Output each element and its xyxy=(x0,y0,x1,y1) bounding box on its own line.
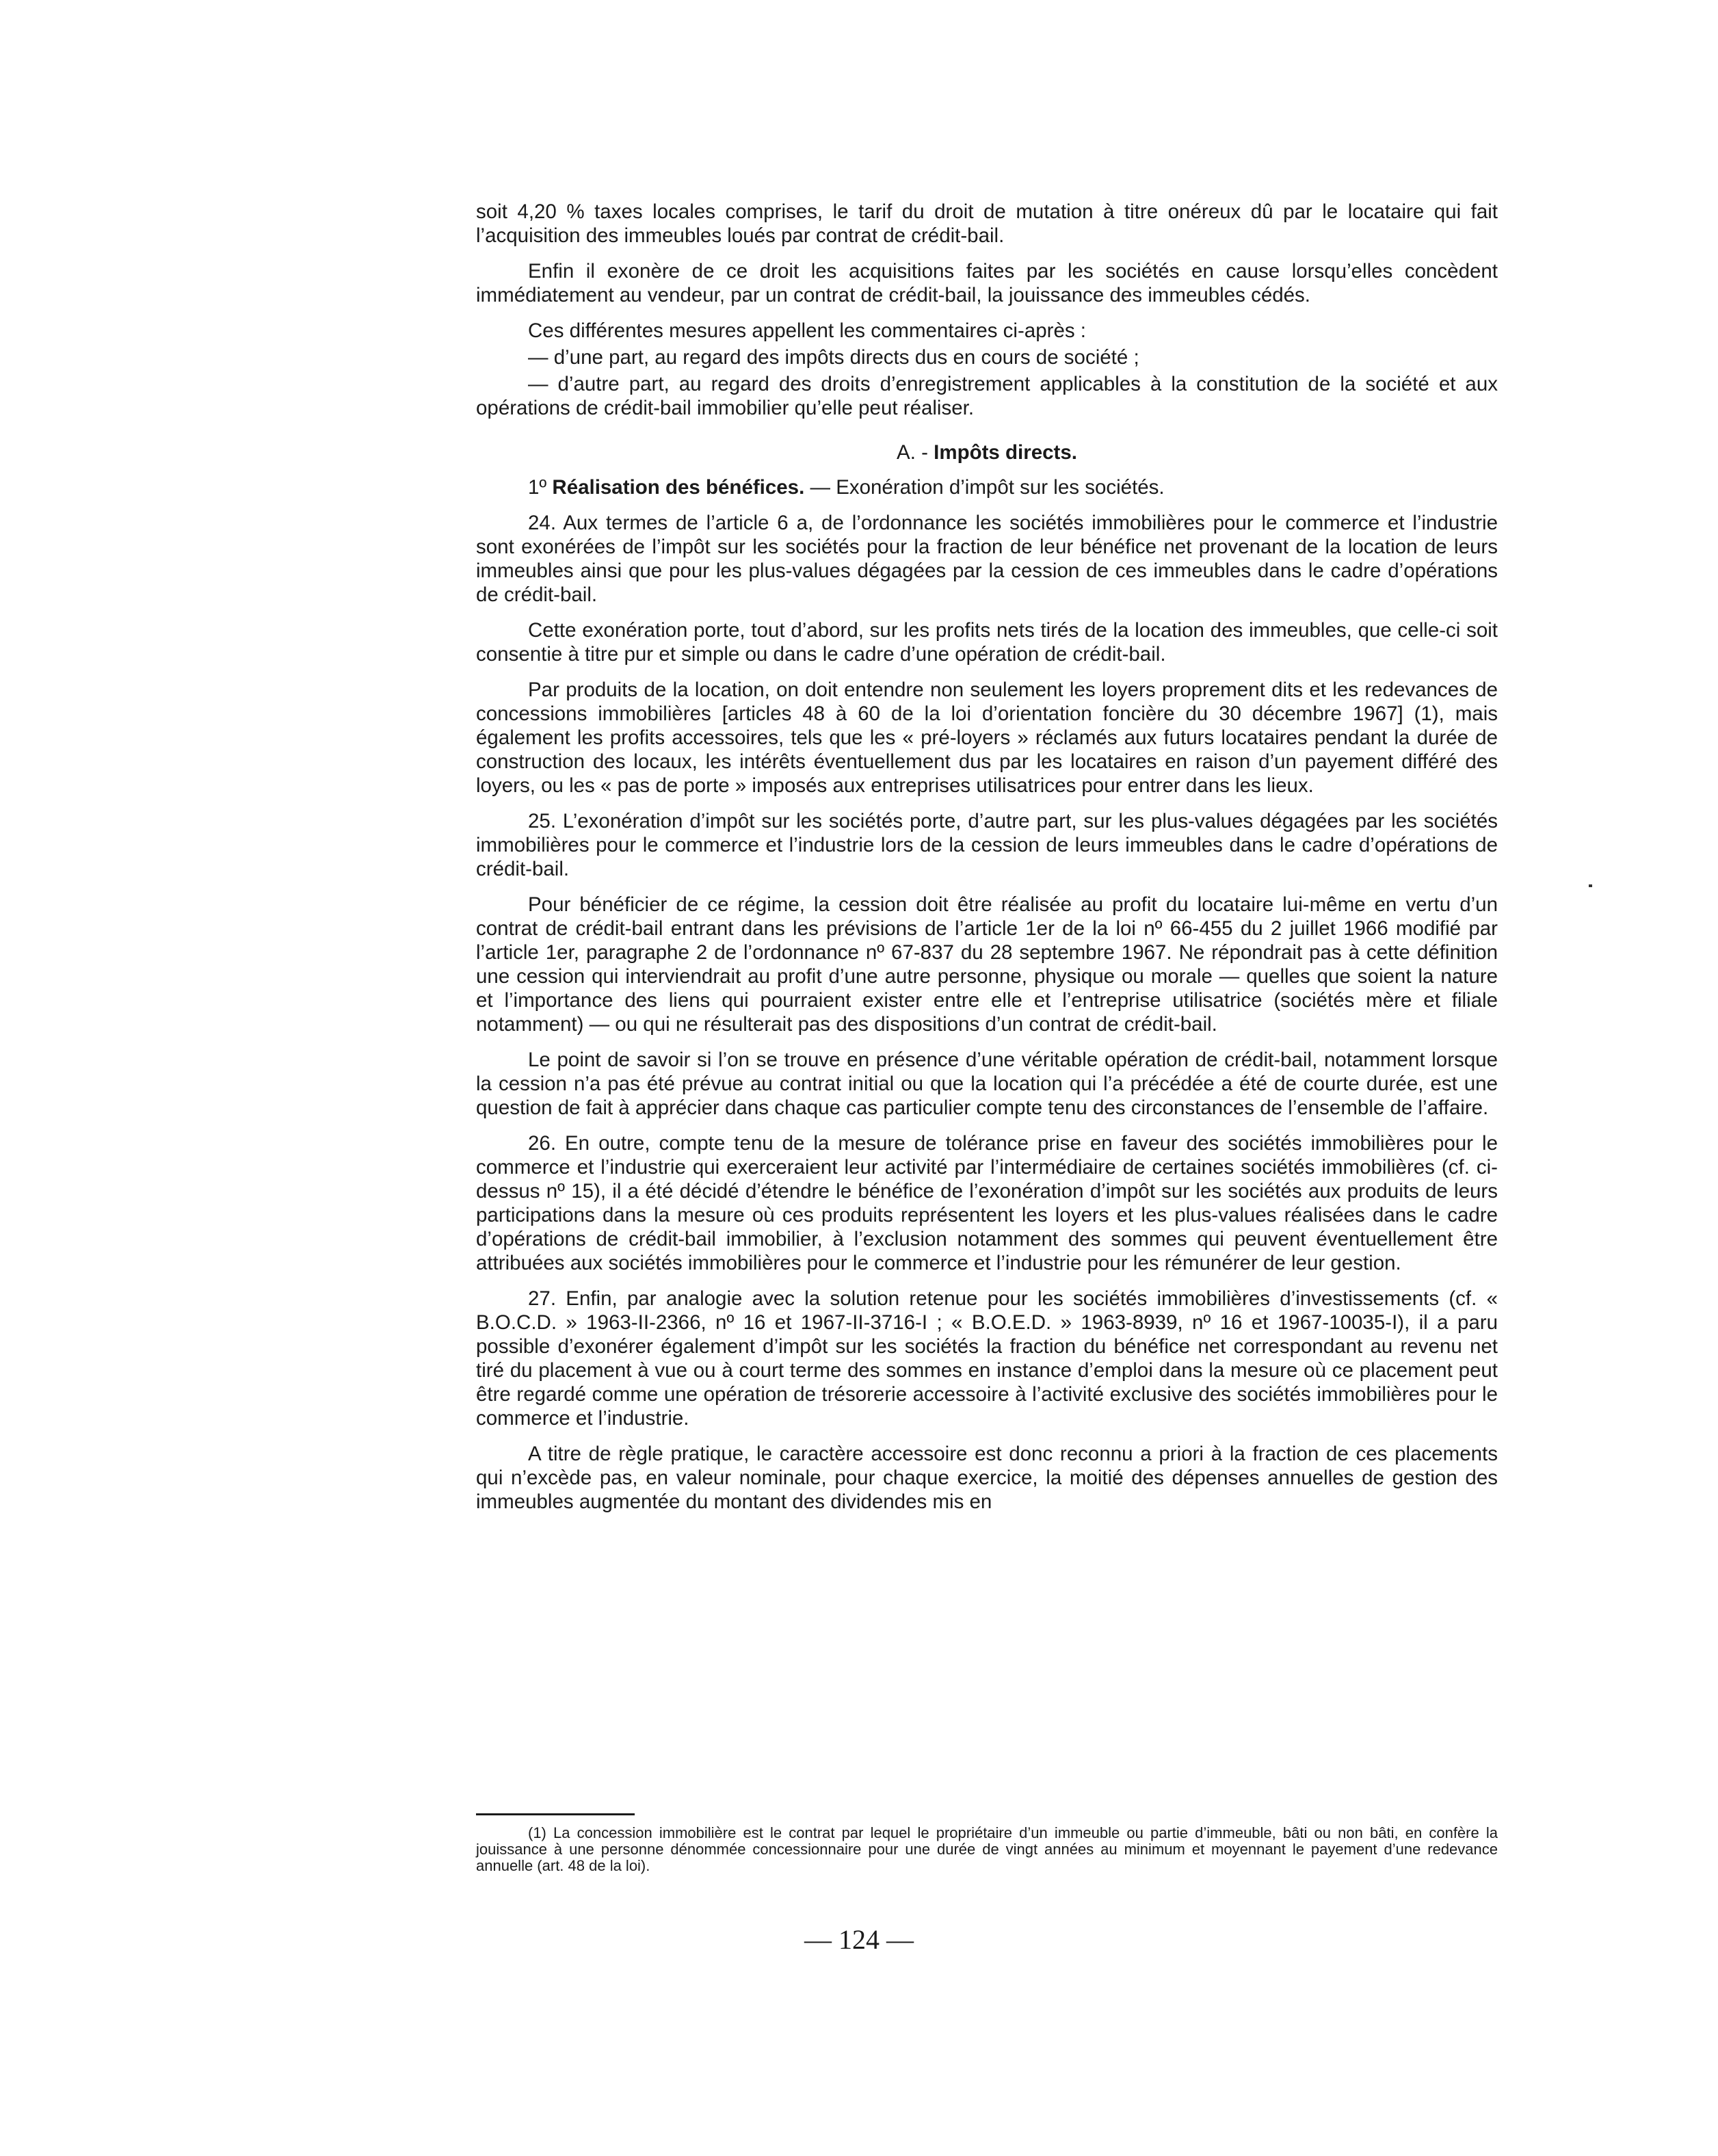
paragraph-25-conditions: Pour bénéficier de ce régime, la cession doit être réalisée au profit du locataire lui-même en vertu d’un contrat de crédit-bail entrant dans les prévisions de l’article 1er de la loi nº 66-455 du 2 juillet 1966 modifié par l’article 1er, paragraphe 2 de l’ordonnance nº 67-837 du 28 septembre 1967. Ne répondrait pas à cette définition une cession qui interviendrait au profit d’une autre personne, physique ou morale — quelles que soient la nature et l’importance des liens qui pourraient exister entre elle et l’entreprise utilisatrice (sociétés mère et filiale notamment) — ou qui ne résulterait pas des dispositions d’un contrat de crédit-bail. xyxy=(476,893,1498,1036)
section-title: Impôts directs. xyxy=(934,441,1077,464)
subheading-profits xyxy=(476,475,1498,499)
subheading-rest: — Exonération d’impôt sur les sociétés. xyxy=(810,476,1165,499)
section-prefix: A. - xyxy=(897,441,928,464)
paragraph-26: 26. En outre, compte tenu de la mesure de tolérance prise en faveur des sociétés immobilières pour le commerce et l’industrie qui exerceraient leur activité par l’intermédiaire de certaines sociétés immobilières (cf. ci-dessus nº 15), il a été décidé d’étendre le bénéfice de l’exonération d’impôt sur les sociétés aux produits de leurs participations dans la mesure où ces produits représentent les loyers et les plus-values réalisées dans le cadre d’opérations de crédit-bail immobilier, à l’exclusion notamment des sommes qui peuvent éventuellement être attribuées aux sociétés immobilières pour le commerce et l’industrie pour les rémunérer de leur gestion. xyxy=(476,1132,1498,1274)
subheading-number: 1º xyxy=(528,476,547,499)
footnote-divider xyxy=(476,1813,635,1815)
footnote: (1) La concession immobilière est le contrat par lequel le propriétaire d’un immeuble ou partie d’immeuble, bâti ou non bâti, en confère la jouissance à une personne dénommée concessionnaire pour une durée de vingt années au minimum et moyennant le payement d’une redevance annuelle (art. 48 de la loi). xyxy=(476,1824,1498,1874)
paragraph-27: 27. Enfin, par analogie avec la solution retenue pour les sociétés immobilières d’investissements (cf. « B.O.C.D. » 1963-II-2366, nº 16 et 1967-II-3716-I ; « B.O.E.D. » 1963-8939, nº 16 et 1967-10035-I), il a paru possible d’exonérer également d’impôt sur les sociétés la fraction du bénéfice net correspondant au revenu net tiré du placement à vue ou à court terme des sommes en instance d’emploi dans la mesure où ce placement peut être regardé comme une opération de trésorerie accessoire à l’activité exclusive des sociétés immobilières pour le commerce et l’industrie. xyxy=(476,1287,1498,1430)
paragraph-24-rental-products: Par produits de la location, on doit entendre non seulement les loyers proprement dits et les redevances de concessions immobilières [articles 48 à 60 de la loi d’orientation foncière du 30 décembre 1967] (1), mais également les profits accessoires, tels que les « pré-loyers » réclamés aux futurs locataires pendant la durée de construction des locaux, les intérêts éventuellement dus par les locataires en raison d’un payement différé des loyers, ou les « pas de porte » imposés aux entreprises utilisatrices pour entrer dans les lieux. xyxy=(476,679,1498,797)
scan-speck xyxy=(1589,884,1592,887)
paragraph-exemption: Enfin il exonère de ce droit les acquisitions faites par les sociétés en cause lorsqu’elles concèdent immédiatement au vendeur, par un contrat de crédit-bail, la jouissance des immeubles cédés. xyxy=(476,260,1498,306)
paragraph-24-rental-profits: Cette exonération porte, tout d’abord, sur les profits nets tirés de la location des immeubles, que celle-ci soit consentie à titre pur et simple ou dans le cadre d’une opération de crédit-bail. xyxy=(476,619,1498,666)
paragraph-27-practical-rule: A titre de règle pratique, le caractère accessoire est donc reconnu a priori à la fraction de ces placements qui n’excède pas, en valeur nominale, pour chaque exercice, la moitié des dépenses annuelles de gestion des immeubles augmentée du montant des dividendes mis en xyxy=(476,1443,1498,1513)
paragraph-24: 24. Aux termes de l’article 6 a, de l’ordonnance les sociétés immobilières pour le commerce et l’industrie sont exonérées de l’impôt sur les sociétés pour la fraction de leur bénéfice net provenant de la location de leurs immeubles ainsi que pour les plus-values dégagées par la cession de ces immeubles dans le cadre d’opérations de crédit-bail. xyxy=(476,512,1498,606)
paragraph-comments-lead: Ces différentes mesures appellent les commentaires ci-après : xyxy=(528,319,1086,342)
paragraph-25: 25. L’exonération d’impôt sur les sociétés porte, d’autre part, sur les plus-values dégagées par les sociétés immobilières pour le commerce et l’industrie lors de la cession de leurs immeubles dans le cadre d’opérations de crédit-bail. xyxy=(476,810,1498,880)
dash-item-direct-taxes: — d’une part, au regard des impôts directs dus en cours de société ; xyxy=(528,346,1139,369)
paragraph-intro: soit 4,20 % taxes locales comprises, le tarif du droit de mutation à titre onéreux dû par le locataire qui fait l’acquisition des immeubles loués par contrat de crédit-bail. xyxy=(476,200,1498,247)
dash-item-registration-duties: — d’autre part, au regard des droits d’enregistrement applicables à la constitution de la société et aux opérations de crédit-bail immobilier qu’elle peut réaliser. xyxy=(476,373,1498,419)
body-text xyxy=(476,200,1498,1525)
paragraph-25-question-of-fact: Le point de savoir si l’on se trouve en présence d’une véritable opération de crédit-bail, notamment lorsque la cession n’a pas été prévue au contrat initial ou que la location qui l’a précédée a été de courte durée, est une question de fait à apprécier dans chaque cas particulier compte tenu des circonstances de l’ensemble de l’affaire. xyxy=(476,1049,1498,1119)
page-number: — 124 — xyxy=(804,1924,914,1955)
section-heading xyxy=(476,441,1498,464)
subheading-title: Réalisation des bénéfices. xyxy=(552,476,805,499)
